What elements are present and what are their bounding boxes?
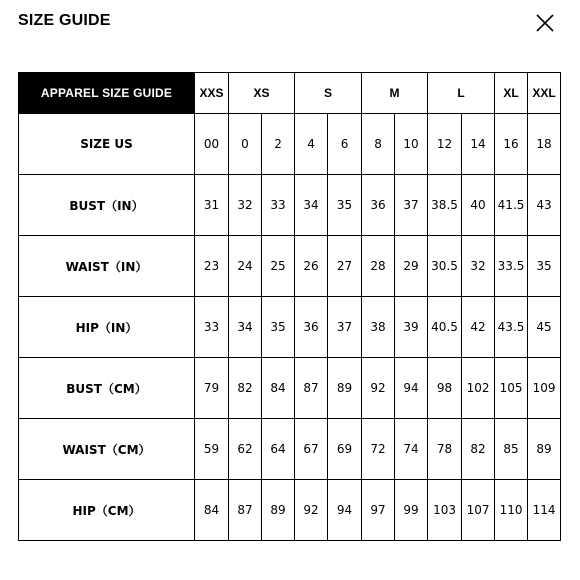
table-cell: 10 <box>395 114 428 175</box>
table-row <box>19 297 561 358</box>
table-cell: 33 <box>195 297 229 358</box>
table-cell: 35 <box>328 175 362 236</box>
table-cell: 41.5 <box>495 175 528 236</box>
size-header-s: S <box>295 73 362 114</box>
table-cell: 97 <box>362 480 395 541</box>
table-cell: 00 <box>195 114 229 175</box>
table-cell: 39 <box>395 297 428 358</box>
table-cell: 14 <box>462 114 495 175</box>
table-cell: 2 <box>262 114 295 175</box>
table-cell: 36 <box>362 175 395 236</box>
row-label: BUST（IN） <box>19 175 195 236</box>
table-cell: 29 <box>395 236 428 297</box>
size-header-xs: XS <box>229 73 295 114</box>
table-cell: 110 <box>495 480 528 541</box>
size-table-body <box>19 114 561 541</box>
table-cell: 89 <box>328 358 362 419</box>
table-cell: 35 <box>262 297 295 358</box>
table-cell: 78 <box>428 419 462 480</box>
table-cell: 37 <box>328 297 362 358</box>
table-cell: 34 <box>295 175 328 236</box>
table-cell: 103 <box>428 480 462 541</box>
row-label: WAIST（CM） <box>19 419 195 480</box>
table-cell: 24 <box>229 236 262 297</box>
table-cell: 87 <box>295 358 328 419</box>
table-cell: 69 <box>328 419 362 480</box>
close-button[interactable] <box>530 8 560 38</box>
table-cell: 84 <box>195 480 229 541</box>
table-cell: 40.5 <box>428 297 462 358</box>
table-cell: 8 <box>362 114 395 175</box>
table-cell: 107 <box>462 480 495 541</box>
row-label: WAIST（IN） <box>19 236 195 297</box>
table-cell: 42 <box>462 297 495 358</box>
table-cell: 67 <box>295 419 328 480</box>
table-cell: 99 <box>395 480 428 541</box>
row-label: HIP（IN） <box>19 297 195 358</box>
page-title: SIZE GUIDE <box>18 12 111 29</box>
table-cell: 74 <box>395 419 428 480</box>
table-cell: 92 <box>362 358 395 419</box>
size-header-l: L <box>428 73 495 114</box>
table-row <box>19 419 561 480</box>
table-cell: 92 <box>295 480 328 541</box>
table-cell: 16 <box>495 114 528 175</box>
table-cell: 109 <box>528 358 561 419</box>
table-cell: 89 <box>262 480 295 541</box>
table-cell: 62 <box>229 419 262 480</box>
table-corner-label: APPAREL SIZE GUIDE <box>19 73 195 114</box>
table-cell: 64 <box>262 419 295 480</box>
table-cell: 32 <box>229 175 262 236</box>
row-label: SIZE US <box>19 114 195 175</box>
table-cell: 32 <box>462 236 495 297</box>
table-cell: 82 <box>462 419 495 480</box>
table-cell: 43.5 <box>495 297 528 358</box>
table-cell: 4 <box>295 114 328 175</box>
table-cell: 31 <box>195 175 229 236</box>
table-cell: 37 <box>395 175 428 236</box>
table-cell: 45 <box>528 297 561 358</box>
row-label: HIP（CM） <box>19 480 195 541</box>
table-cell: 72 <box>362 419 395 480</box>
table-cell: 23 <box>195 236 229 297</box>
table-row <box>19 175 561 236</box>
table-cell: 25 <box>262 236 295 297</box>
table-cell: 6 <box>328 114 362 175</box>
table-cell: 36 <box>295 297 328 358</box>
close-icon <box>530 8 560 38</box>
size-header-xxs: XXS <box>195 73 229 114</box>
table-cell: 28 <box>362 236 395 297</box>
table-cell: 30.5 <box>428 236 462 297</box>
table-cell: 12 <box>428 114 462 175</box>
table-cell: 59 <box>195 419 229 480</box>
table-row <box>19 236 561 297</box>
table-cell: 94 <box>328 480 362 541</box>
table-cell: 43 <box>528 175 561 236</box>
table-cell: 38 <box>362 297 395 358</box>
table-cell: 94 <box>395 358 428 419</box>
table-cell: 102 <box>462 358 495 419</box>
table-row <box>19 480 561 541</box>
table-cell: 84 <box>262 358 295 419</box>
table-cell: 82 <box>229 358 262 419</box>
table-cell: 33.5 <box>495 236 528 297</box>
table-cell: 114 <box>528 480 561 541</box>
size-header-row <box>19 73 561 114</box>
table-cell: 26 <box>295 236 328 297</box>
table-cell: 105 <box>495 358 528 419</box>
table-cell: 98 <box>428 358 462 419</box>
table-row <box>19 358 561 419</box>
table-cell: 0 <box>229 114 262 175</box>
table-cell: 18 <box>528 114 561 175</box>
size-header-m: M <box>362 73 428 114</box>
row-label: BUST（CM） <box>19 358 195 419</box>
table-cell: 40 <box>462 175 495 236</box>
size-guide-table <box>18 72 561 541</box>
table-cell: 87 <box>229 480 262 541</box>
table-cell: 38.5 <box>428 175 462 236</box>
size-header-xxl: XXL <box>528 73 561 114</box>
table-cell: 35 <box>528 236 561 297</box>
size-header-xl: XL <box>495 73 528 114</box>
table-cell: 27 <box>328 236 362 297</box>
table-cell: 34 <box>229 297 262 358</box>
table-row <box>19 114 561 175</box>
table-cell: 33 <box>262 175 295 236</box>
table-cell: 89 <box>528 419 561 480</box>
table-cell: 85 <box>495 419 528 480</box>
table-cell: 79 <box>195 358 229 419</box>
